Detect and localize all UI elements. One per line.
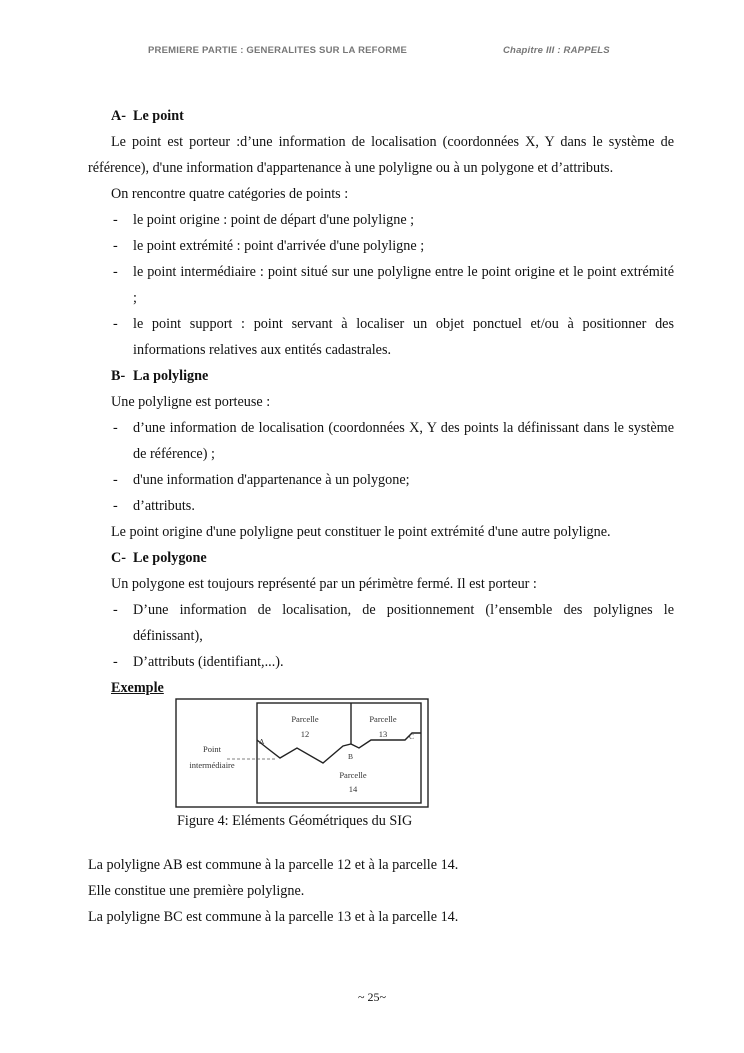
list-item: - D’une information de localisation, de positionnement (l’ensemble des polylignes le définissant), (113, 602, 674, 644)
page-body (88, 103, 674, 701)
section-a-heading: A- Le point (111, 108, 184, 124)
section-c-heading: C- Le polygone (111, 550, 207, 566)
polyline-abc (257, 733, 421, 763)
section-b-heading: B- La polyligne (111, 368, 209, 384)
figure-explanation (88, 852, 674, 930)
section-a-paragraph: Le point est porteur :d’une information de localisation (coordonnées X, Y dans le système de référence), d'une information d'appartenance à une polyligne ou à un polygone et d’attributs. (88, 134, 674, 176)
page-number: ~ 25~ (358, 990, 386, 1004)
example-heading: Exemple (111, 680, 164, 696)
figure-caption: Figure 4: Eléments Géométriques du SIG (177, 813, 413, 829)
label-num-12: 12 (300, 729, 310, 739)
section-b-intro: Une polyligne est porteuse : (111, 394, 271, 410)
label-num-14: 14 (348, 784, 358, 794)
explanation-line: Elle constitue une première polyligne. (88, 883, 305, 899)
header-chapter-title: Chapitre III : RAPPELS (503, 45, 610, 56)
header-part-title: PREMIERE PARTIE : GENERALITES SUR LA REFORME (148, 45, 407, 56)
label-point-b: B (348, 752, 354, 761)
list-item: - le point support : point servant à localiser un objet ponctuel et/ou à positionner des informations relatives aux entités cadastrales. (113, 316, 674, 358)
label-parcelle-12: Parcelle (291, 714, 319, 724)
section-b-paragraph: Le point origine d'une polyligne peut constituer le point extrémité d'une autre polyligne. (111, 524, 611, 540)
list-item: - le point origine : point de départ d'une polyligne ; (113, 212, 415, 228)
list-item: - D’attributs (identifiant,...). (113, 654, 284, 670)
list-item: - d’attributs. (113, 498, 195, 514)
figure-parcels-diagram (175, 698, 429, 808)
label-intermediaire: intermédiaire (189, 760, 235, 770)
list-item: - d’une information de localisation (coordonnées X, Y des points la définissant dans le système de référence) ; (113, 420, 674, 462)
explanation-line: La polyligne BC est commune à la parcelle 13 et à la parcelle 14. (88, 909, 459, 925)
list-item: - d'une information d'appartenance à un polygone; (113, 472, 410, 488)
section-c-intro: Un polygone est toujours représenté par un périmètre fermé. Il est porteur : (111, 576, 537, 592)
list-item: - le point extrémité : point d'arrivée d'une polyligne ; (113, 238, 425, 254)
explanation-line: La polyligne AB est commune à la parcelle 12 et à la parcelle 14. (88, 857, 459, 873)
page-header (0, 45, 744, 61)
list-item: - le point intermédiaire : point situé sur une polyligne entre le point origine et le point extrémité ; (113, 264, 674, 306)
label-parcelle-13: Parcelle (369, 714, 397, 724)
label-point-a: A (259, 737, 265, 746)
label-parcelle-14: Parcelle (339, 770, 367, 780)
section-a-intro: On rencontre quatre catégories de points : (111, 186, 349, 202)
label-point-c: C (409, 732, 415, 741)
label-point: Point (203, 744, 221, 754)
label-num-13: 13 (378, 729, 388, 739)
